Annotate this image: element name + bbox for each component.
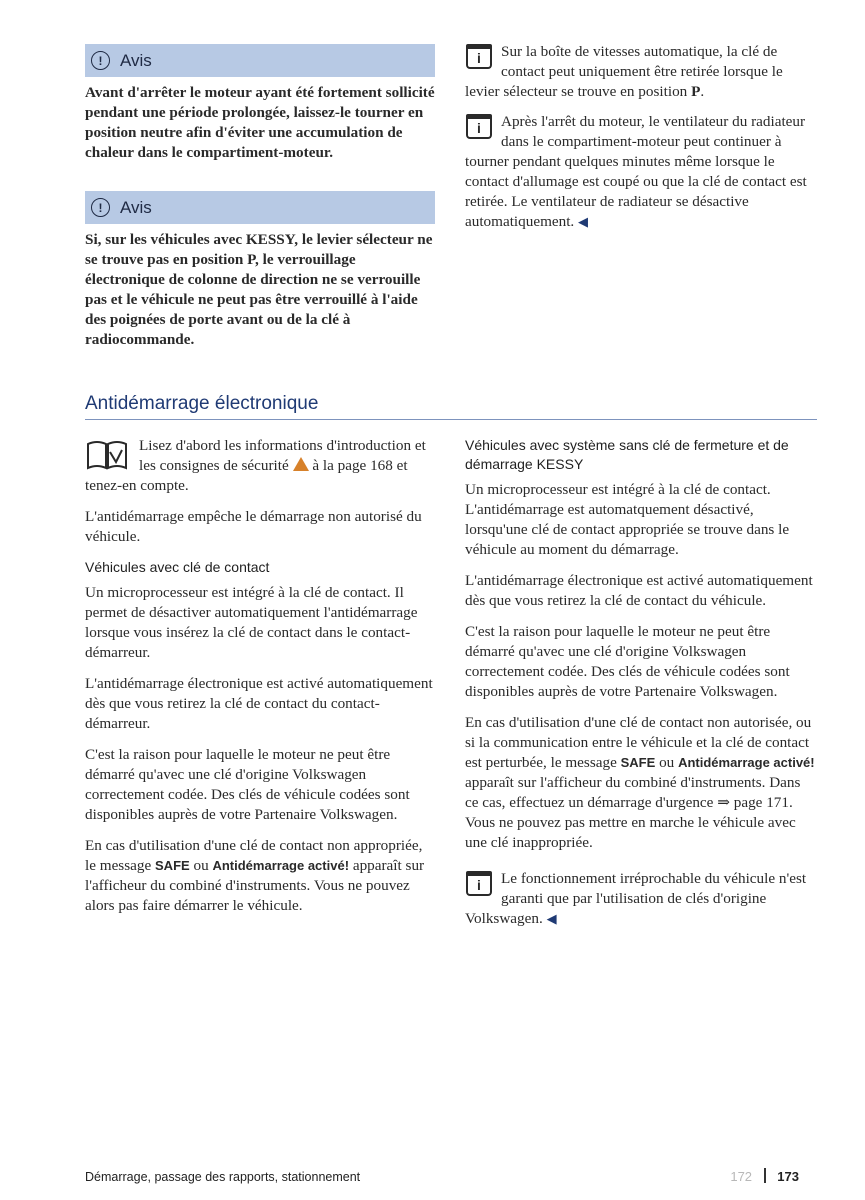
avis-header	[85, 44, 435, 77]
page-numbers	[730, 1168, 799, 1184]
paragraph	[85, 836, 435, 916]
end-triangle-icon: ◀	[578, 214, 589, 229]
punctuation: .	[700, 83, 705, 100]
end-triangle-icon: ◀	[546, 911, 557, 926]
book-icon	[85, 438, 129, 472]
info-circle-icon: !	[91, 198, 110, 217]
info-note-text: Après l'arrêt du moteur, le ventilateur du radiateur dans le compartiment-moteur peut continuer à tourner pendant quelques minutes même lorsque le contact d'allumage est coupé ou que la clé de contact est retirée. Le ventilateur de radiateur se désactive automatiquement.	[465, 113, 807, 230]
info-note	[465, 42, 815, 102]
chapter-footer: Démarrage, passage des rapports, stationnement	[85, 1170, 361, 1184]
intro-text: à la page 168 et tenez-en compte.	[85, 457, 408, 494]
info-box-icon: i	[465, 871, 493, 899]
paragraph: L'antidémarrage électronique est activé automatiquement dès que vous retirez la clé de contact du véhicule.	[465, 572, 813, 609]
display-message-safe: SAFE	[155, 858, 190, 873]
paragraph: Un microprocesseur est intégré à la clé de contact. Il permet de désactiver automatiquement l'antidémarrage lorsque vous insérez la clé de contact dans le contact-démarreur.	[85, 584, 418, 661]
avis-label: Avis	[120, 50, 152, 70]
info-box-icon: i	[465, 44, 493, 72]
paragraph: L'antidémarrage électronique est activé automatiquement dès que vous retirez la clé de contact du contact-démarreur.	[85, 675, 433, 732]
page-separator	[764, 1168, 766, 1183]
notes-column-right	[465, 42, 815, 242]
main-column-right	[465, 436, 817, 939]
info-box-icon: i	[465, 114, 493, 142]
paragraph: L'antidémarrage empêche le démarrage non autorisé du véhicule.	[85, 508, 422, 545]
subheading: Véhicules avec système sans clé de fermeture et de démarrage KESSY	[465, 437, 789, 472]
warning-triangle-icon[interactable]	[293, 457, 309, 471]
paragraph: Un microprocesseur est intégré à la clé de contact. L'antidémarrage est automatquement désactivé, lorsqu'une clé de contact appropriée se trouve dans le véhicule au moment du démarrage.	[465, 481, 790, 558]
page-number-previous: 172	[730, 1169, 753, 1184]
display-message-immobilizer: Antidémarrage activé!	[212, 858, 350, 873]
avis-header	[85, 191, 435, 224]
display-message-safe: SAFE	[620, 755, 656, 770]
intro-text: Lisez d'abord les informations d'introduction et les consignes de sécurité	[139, 437, 426, 474]
info-note-text: Sur la boîte de vitesses automatique, la clé de contact peut uniquement être retirée lorsque le levier sélecteur se trouve en position	[465, 43, 783, 100]
paragraph-text: apparaît sur l'afficheur du combiné d'instruments. Vous ne pouvez alors pas faire démarrer le véhicule.	[85, 857, 425, 914]
gear-position: P	[691, 83, 701, 100]
page-number-current: 173	[777, 1169, 799, 1184]
info-note	[465, 112, 815, 232]
paragraph	[465, 713, 817, 853]
paragraph-text: ou	[659, 754, 675, 771]
avis-text: Si, sur les véhicules avec KESSY, le levier sélecteur ne se trouve pas en position P, le verrouillage électronique de colonne de direction ne se verrouille pas et le véhicule ne peut pas être verrouillé à l'aide des poignées de porte avant ou de la clé à radiocommande.	[85, 231, 433, 348]
info-circle-icon: !	[91, 51, 110, 70]
subheading: Véhicules avec clé de contact	[85, 559, 270, 575]
notes-column-left	[85, 44, 435, 378]
paragraph-text: En cas d'utilisation d'une clé de contact non autorisée, ou si la communication entre le véhicule et la clé de contact est perturbée, le message	[465, 714, 812, 771]
main-column-left	[85, 436, 435, 927]
paragraph-text: ou	[193, 857, 209, 874]
info-note	[465, 869, 817, 929]
section-title: Antidémarrage électronique	[85, 393, 817, 420]
paragraph: C'est la raison pour laquelle le moteur ne peut être démarré qu'avec une clé d'origine Volkswagen correctement codée. Des clés de véhicule codées sont disponibles auprès de votre Partenaire Volkswagen.	[85, 746, 410, 823]
info-note-text: Le fonctionnement irréprochable du véhicule n'est garanti que par l'utilisation de clés d'origine Volkswagen.	[465, 870, 807, 927]
avis-label: Avis	[120, 197, 152, 217]
paragraph-text: En cas d'utilisation d'une clé de contact non appropriée, le message	[85, 837, 423, 874]
display-message-immobilizer: Antidémarrage activé!	[678, 755, 815, 770]
page-reference-arrow[interactable]: ⇒	[717, 794, 730, 811]
paragraph-text: apparaît sur l'afficheur du combiné d'instruments. Dans ce cas, effectuez un démarrage d'urgence	[465, 774, 801, 811]
paragraph-text: page 171. Vous ne pouvez pas mettre en marche le véhicule avec une clé inappropriée.	[465, 794, 796, 851]
avis-text: Avant d'arrêter le moteur ayant été fortement sollicité pendant une période prolongée, laissez-le tourner en position neutre afin d'éviter une accumulation de chaleur dans le compartiment-moteur.	[85, 84, 435, 161]
intro-paragraph	[85, 436, 435, 496]
paragraph: C'est la raison pour laquelle le moteur ne peut être démarré qu'avec une clé d'origine Volkswagen correctement codée. Des clés de véhicule codées sont disponibles auprès de votre Partenaire Volkswagen.	[465, 623, 790, 700]
